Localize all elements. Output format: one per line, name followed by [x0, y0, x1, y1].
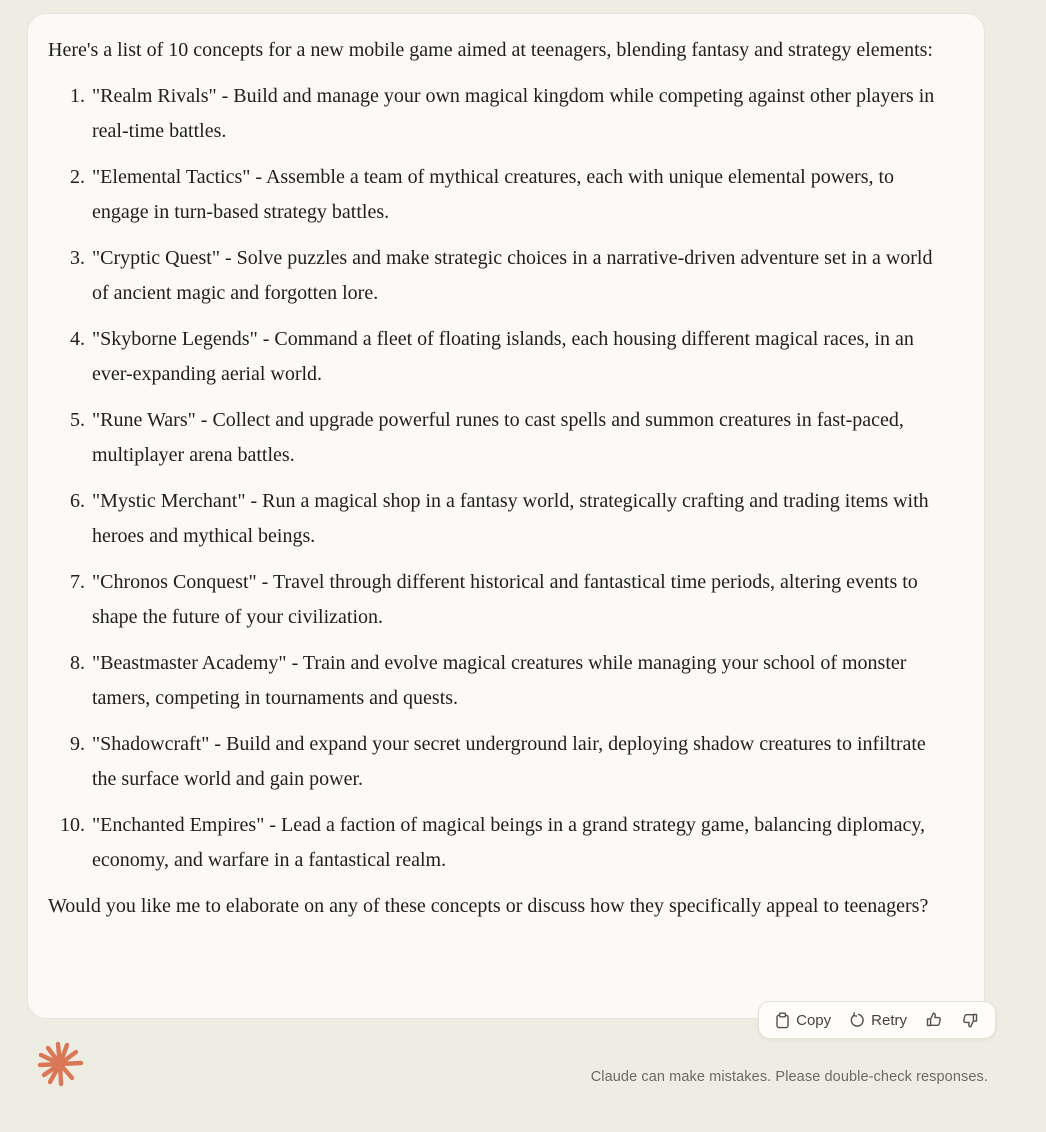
thumbs-up-button[interactable]: [917, 1006, 951, 1034]
list-item-text: "Shadowcraft" - Build and expand your secret underground lair, deploying shadow creatures to infiltrate the surface world and gain power.: [92, 733, 926, 790]
list-item-number: 3.: [70, 247, 85, 269]
list-item-text: "Mystic Merchant" - Run a magical shop in a fantasy world, strategically crafting and trading items with heroes and mythical beings.: [92, 490, 929, 547]
list-item-text: "Beastmaster Academy" - Train and evolve magical creatures while managing your school of monster tamers, competing in tournaments and quests.: [92, 652, 907, 709]
list-item: [48, 241, 938, 311]
list-item: [48, 322, 938, 392]
list-item: [48, 646, 938, 716]
list-item-text: "Realm Rivals" - Build and manage your own magical kingdom while competing against other players in real-time battles.: [92, 85, 935, 142]
list-item-number: 1.: [70, 85, 85, 107]
list-item-number: 5.: [70, 409, 85, 431]
list-item-text: "Skyborne Legends" - Command a fleet of floating islands, each housing different magical races, in an ever-expanding aerial world.: [92, 328, 914, 385]
list-item: [48, 79, 938, 149]
retry-button[interactable]: [841, 1007, 915, 1033]
list-item-number: 4.: [70, 328, 85, 350]
claude-logo-starburst-icon: [36, 1040, 84, 1088]
list-item-number: 9.: [70, 733, 85, 755]
list-item: [48, 808, 938, 878]
list-item-text: "Cryptic Quest" - Solve puzzles and make strategic choices in a narrative-driven adventure set in a world of ancient magic and forgotten lore.: [92, 247, 933, 304]
retry-button-label: Retry: [871, 1011, 907, 1029]
thumbs-down-button[interactable]: [953, 1006, 987, 1034]
list-item-number: 7.: [70, 571, 85, 593]
copy-icon: [775, 1012, 790, 1029]
list-item-text: "Rune Wars" - Collect and upgrade powerful runes to cast spells and summon creatures in fast-paced, multiplayer arena battles.: [92, 409, 904, 466]
retry-icon: [849, 1012, 865, 1028]
copy-button-label: Copy: [796, 1011, 832, 1029]
list-item-text: "Elemental Tactics" - Assemble a team of mythical creatures, each with unique elemental powers, to engage in turn-based strategy battles.: [92, 166, 895, 223]
list-item-number: 2.: [70, 166, 85, 188]
list-item-number: 8.: [70, 652, 85, 674]
thumbs-down-icon: [961, 1011, 979, 1029]
list-item: [48, 160, 938, 230]
copy-button[interactable]: [767, 1007, 839, 1034]
list-item: [48, 727, 938, 797]
list-item-text: "Chronos Conquest" - Travel through different historical and fantastical time periods, altering events to shape the future of your civilization.: [92, 571, 918, 628]
message-action-toolbar: [758, 1001, 996, 1039]
list-item: [48, 403, 938, 473]
disclaimer-text: Claude can make mistakes. Please double-check responses.: [590, 1069, 988, 1085]
list-item-text: "Enchanted Empires" - Lead a faction of magical beings in a grand strategy game, balancing diplomacy, economy, and warfare in a fantastical realm.: [92, 814, 926, 871]
thumbs-up-icon: [925, 1011, 943, 1029]
concept-list: [48, 79, 938, 878]
assistant-message-card: [28, 14, 984, 1018]
list-item-number: 6.: [70, 490, 85, 512]
list-item: [48, 484, 938, 554]
list-item-number: 10.: [60, 814, 85, 836]
list-item: [48, 565, 938, 635]
message-outro: Would you like me to elaborate on any of these concepts or discuss how they specifically appeal to teenagers?: [48, 895, 929, 917]
message-intro: Here's a list of 10 concepts for a new mobile game aimed at teenagers, blending fantasy and strategy elements:: [48, 39, 933, 61]
assistant-message-body: [48, 33, 938, 924]
